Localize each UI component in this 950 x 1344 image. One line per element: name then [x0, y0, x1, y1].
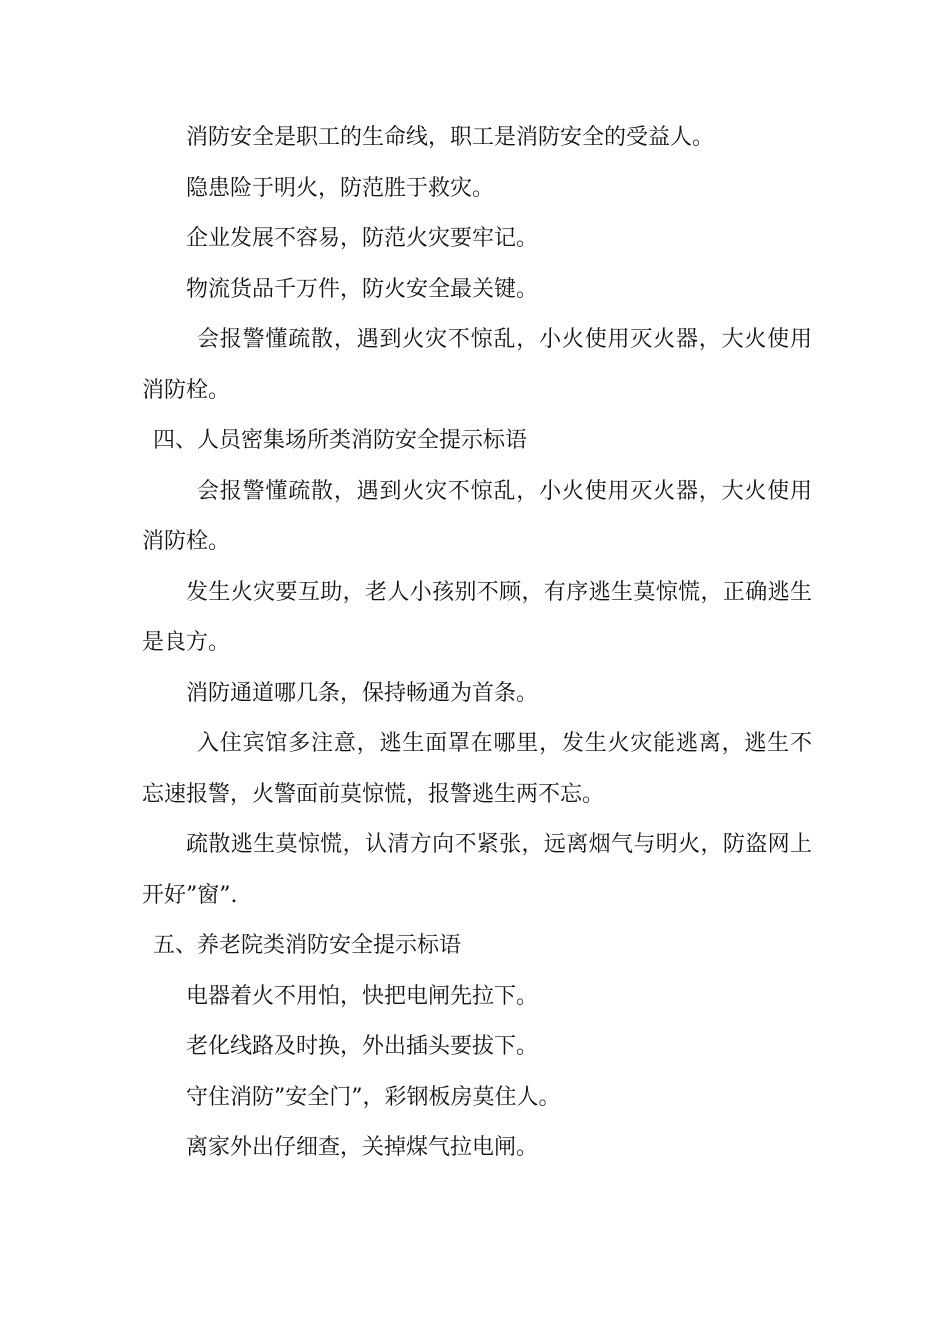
paragraph: 企业发展不容易，防范火灾要牢记。 [186, 226, 539, 251]
paragraph: 守住消防”安全门”，彩钢板房莫住人。 [186, 1084, 561, 1110]
paragraph: 会报警懂疏散，遇到火灾不惊乱，小火使用灭火器，大火使用消防栓。 [142, 327, 812, 403]
paragraph: 电器着火不用怕，快把电闸先拉下。 [186, 983, 539, 1009]
document-body [142, 113, 812, 1174]
paragraph: 隐患险于明火，防范胜于救灾。 [186, 175, 495, 201]
section-heading: 四、人员密集场所类消防安全提示标语 [153, 428, 528, 453]
paragraph: 发生火灾要互助，老人小孩别不顾，有序逃生莫惊慌，正确逃生是良方。 [142, 579, 812, 655]
paragraph: 疏散逃生莫惊慌，认清方向不紧张，远离烟气与明火，防盗网上开好”窗”. [142, 832, 812, 908]
paragraph: 物流货品千万件，防火安全最关键。 [186, 276, 539, 302]
paragraph: 离家外出仔细查，关掉煤气拉电闸。 [186, 1135, 539, 1160]
section-heading: 五、养老院类消防安全提示标语 [153, 933, 462, 958]
paragraph: 消防通道哪几条，保持畅通为首条。 [186, 680, 539, 706]
paragraph: 老化线路及时换，外出插头要拔下。 [186, 1034, 539, 1059]
paragraph: 消防安全是职工的生命线，职工是消防安全的受益人。 [186, 125, 715, 150]
paragraph: 入住宾馆多注意，逃生面罩在哪里，发生火灾能逃离，逃生不忘速报警，火警面前莫惊慌，报警逃生两不忘。 [142, 731, 812, 807]
paragraph: 会报警懂疏散，遇到火灾不惊乱，小火使用灭火器，大火使用消防栓。 [142, 478, 812, 554]
